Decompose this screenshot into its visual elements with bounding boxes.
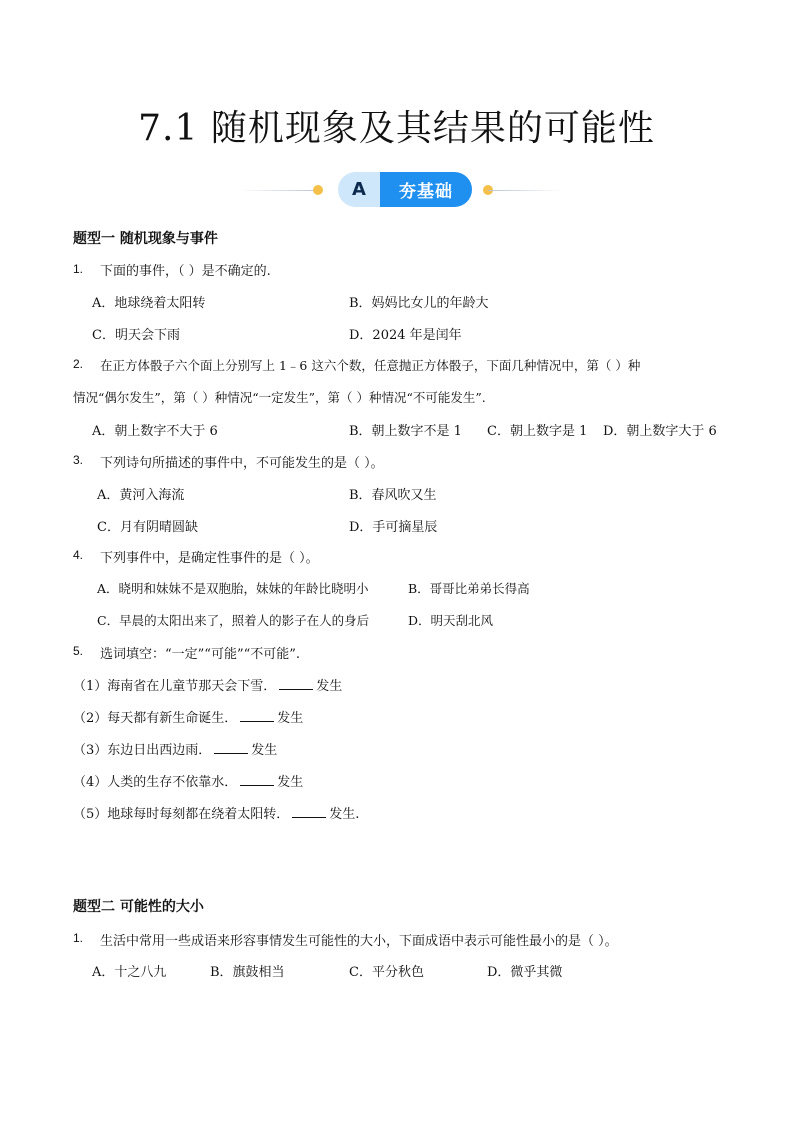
answer-blank[interactable] <box>279 677 313 690</box>
answer-blank[interactable] <box>240 709 274 722</box>
option-c: C．明天会下雨 <box>92 328 180 343</box>
fill-blank-suffix: 发生 <box>316 679 343 694</box>
fill-blank-prompt: （4）人类的生存不依靠水． <box>73 775 238 790</box>
option-d: D．手可摘星辰 <box>349 520 438 535</box>
option-c: C．早晨的太阳出来了，照着人的影子在人的身后 <box>97 613 370 628</box>
page-title: 7.1 随机现象及其结果的可能性 <box>138 108 655 149</box>
fill-blank-prompt: （2）每天都有新生命诞生． <box>73 711 238 726</box>
banner-label: 夯基础 <box>380 172 472 207</box>
option-a: A．黄河入海流 <box>97 488 185 503</box>
question-text-continued: 情况“偶尔发生”，第（ ）种情况“一定发生”，第（ ）种情况“不可能发生”. <box>73 390 486 405</box>
answer-blank[interactable] <box>240 773 274 786</box>
question-text: 选词填空：“一定”“可能”“不可能”. <box>100 647 301 662</box>
option-d: D．朝上数字大于 6 <box>603 424 717 439</box>
question-number: 1. <box>73 262 84 276</box>
option-b: B．旗鼓相当 <box>210 965 285 980</box>
fill-blank-suffix: 发生 <box>277 711 304 726</box>
option-b: B．朝上数字不是 1 <box>349 424 462 439</box>
fill-blank-suffix: 发生 <box>277 775 304 790</box>
answer-blank[interactable] <box>214 741 248 754</box>
fill-blank-prompt: （1）海南省在儿童节那天会下雪． <box>73 679 277 694</box>
banner-dot-left <box>313 185 323 195</box>
option-b: B．哥哥比弟弟长得高 <box>408 581 530 596</box>
question-number: 1. <box>73 931 84 945</box>
banner-letter: A <box>338 172 380 207</box>
option-c: C．平分秋色 <box>349 965 424 980</box>
banner-line-right <box>488 190 564 191</box>
option-b: B．妈妈比女儿的年龄大 <box>349 296 489 311</box>
option-c: C．月有阴晴圆缺 <box>97 520 198 535</box>
section-title: 题型一 随机现象与事件 <box>73 231 218 247</box>
option-d: D．明天刮北风 <box>408 613 494 628</box>
banner-line-left <box>240 190 316 191</box>
option-a: A．朝上数字不大于 6 <box>92 424 218 439</box>
question-number: 5. <box>73 644 84 658</box>
question-text: 在正方体骰子六个面上分别写上 1﹣6 这六个数，任意抛正方体骰子，下面几种情况中，第（ ）种 <box>100 358 641 373</box>
question-text: 生活中常用一些成语来形容事情发生可能性的大小，下面成语中表示可能性最小的是（ ）。 <box>100 934 618 949</box>
option-b: B．春风吹又生 <box>349 488 437 503</box>
question-text: 下列事件中，是确定性事件的是（ ）。 <box>100 551 319 566</box>
fill-blank-prompt: （3）东边日出西边雨． <box>73 743 212 758</box>
option-d: D．微乎其微 <box>487 965 563 980</box>
question-number: 2. <box>73 357 84 371</box>
option-d: D．2024 年是闰年 <box>349 328 462 343</box>
section-banner <box>240 170 560 210</box>
question-number: 4. <box>73 548 84 562</box>
option-c: C．朝上数字是 1 <box>487 424 588 439</box>
fill-blank-item <box>73 771 303 790</box>
question-text: 下列诗句所描述的事件中，不可能发生的是（ ）。 <box>100 456 384 471</box>
option-a: A．地球绕着太阳转 <box>92 296 206 311</box>
fill-blank-suffix: 发生 <box>251 743 278 758</box>
question-text: 下面的事件，（ ）是不确定的. <box>100 264 271 279</box>
fill-blank-item <box>73 739 277 758</box>
answer-blank[interactable] <box>292 805 326 818</box>
section-title: 题型二 可能性的大小 <box>73 899 204 915</box>
fill-blank-suffix: 发生. <box>329 807 360 822</box>
option-a: A．十之八九 <box>92 965 167 980</box>
fill-blank-item <box>73 803 359 822</box>
fill-blank-item <box>73 675 342 694</box>
banner-pill <box>338 172 472 207</box>
option-a: A．晓明和妹妹不是双胞胎，妹妹的年龄比晓明小 <box>97 581 369 596</box>
question-number: 3. <box>73 453 84 467</box>
fill-blank-item <box>73 707 303 726</box>
fill-blank-prompt: （5）地球每时每刻都在绕着太阳转． <box>73 807 290 822</box>
